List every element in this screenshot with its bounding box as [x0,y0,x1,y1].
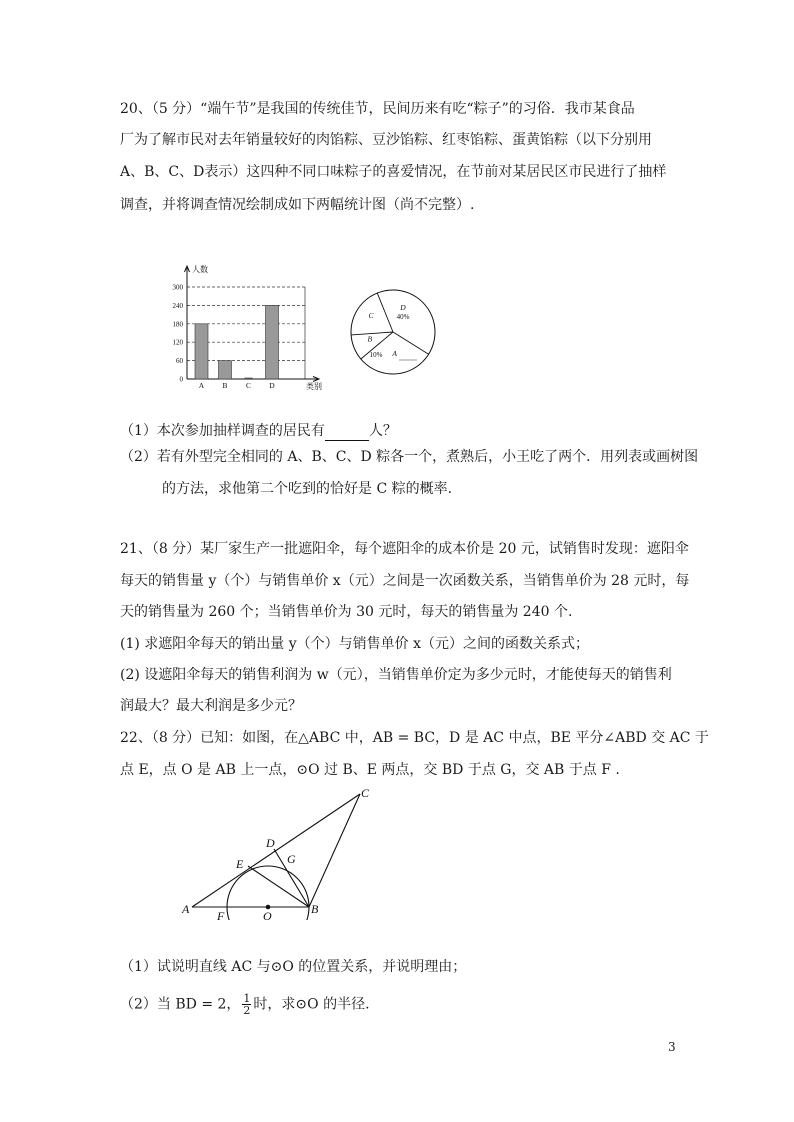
pie-label-a: A [392,348,397,358]
q21-sub2-line-1: (2) 设遮阳伞每天的销售利润为 w（元），当销售单价定为多少元时，才能使每天的销售利 [120,667,672,683]
fraction-denominator: 2 [243,1004,251,1017]
q22-line-2: 点 E，点 O 是 AB 上一点，⊙O 过 B、E 两点，交 BD 于点 G，交 AB 于点 F . [120,762,620,778]
answer-blank [325,422,369,441]
pie-percent-d: 40% [396,313,410,321]
pie-percent-b: 10% [369,351,383,359]
x-tick-label: D [269,381,275,390]
x-tick-label: C [245,381,252,390]
y-tick-label: 120 [172,338,183,347]
q22-sub2-prefix: （2）当 BD = 2， [120,996,241,1013]
q21-line-3: 天的销售量为 260 个；当销售单价为 30 元时，每天的销售量为 240 个. [120,604,573,620]
bar-b [219,361,232,379]
segment-be [248,866,309,907]
q20-line-4: 调查，并将调查情况绘制成如下两幅统计图（尚不完整）. [120,197,475,213]
label-b: B [311,902,319,916]
x-axis-title: 类别 [306,382,322,391]
y-axis-title: 人数 [192,265,208,274]
y-tick-label: 0 [179,375,183,384]
label-a: A [182,902,190,916]
fraction [242,993,251,1016]
q21-sub1: (1) 求遮阳伞每天的销出量 y（个）与销售单价 x（元）之间的函数关系式； [120,636,589,652]
label-d: D [266,836,275,850]
y-tick-label: 300 [172,283,183,292]
pie-label-c: C [368,311,374,321]
q20-sub2-line-1: （2）若有外型完全相同的 A、B、C、D 粽各一个，煮熟后，小王吃了两个．用列表或画树图 [120,449,699,465]
page-number: 3 [668,1040,676,1054]
y-tick-label: 240 [172,301,183,310]
q21-line-2: 每天的销售量 y（个）与销售单价 x（元）之间是一次函数关系，当销售单价为 28 元时，每 [120,573,690,589]
q20-sub2-line-2: 的方法，求他第二个吃到的恰好是 C 粽的概率. [162,481,453,497]
pie-divider [393,332,429,354]
q21-sub2-line-2: 润最大？最大利润是多少元？ [120,698,302,714]
q20-line-3: A、B、C、D表示）这四种不同口味粽子的喜爱情况，在节前对某居民区市民进行了抽样 [120,164,667,180]
label-g: G [287,852,296,866]
x-tick-label: B [222,381,228,390]
q21-line-1: 21、（8 分）某厂家生产一批遮阳伞，每个遮阳伞的成本价是 20 元，试销售时发现：遮阳伞 [120,541,689,557]
q20-sub1 [120,422,397,441]
pie-divider [377,293,393,332]
q22-sub1: （1）试说明直线 AC 与⊙O 的位置关系，并说明理由； [120,959,467,975]
q20-sub1-prefix: （1）本次参加抽样调查的居民有 [120,423,325,439]
q22-line-1: 22、（8 分）已知：如图，在△ABC 中，AB = BC，D 是 AC 中点，BE 平分∠ABD 交 AC 于 [120,730,709,746]
geometry-figure [170,780,390,920]
x-tick-label: A [198,381,205,390]
q20-line-1: 20、（5 分）“端午节”是我国的传统佳节，民间历来有吃“粽子”的习俗．我市某食品 [120,101,635,117]
y-tick-label: 180 [172,320,183,329]
label-e: E [236,857,244,871]
q20-line-2: 厂为了解市民对去年销量较好的肉馅粽、豆沙馅粽、红枣馅粽、蛋黄馅粽（以下分别用 [120,132,652,148]
pie-label-b: B [367,334,373,344]
bar-chart [165,262,335,392]
bar-d [266,305,279,379]
label-f: F [217,909,225,920]
fraction-numerator: 1 [243,992,251,1005]
q22-sub2-suffix: 时，求⊙O 的半径. [253,996,370,1013]
pie-label-d: D [400,303,406,312]
bar-a [195,324,208,379]
q22-sub2 [120,993,370,1016]
label-c: C [361,786,370,800]
pie-chart [345,288,445,388]
q20-sub1-suffix: 人？ [368,423,397,439]
y-tick-label: 60 [176,357,183,366]
label-o: O [263,909,272,920]
